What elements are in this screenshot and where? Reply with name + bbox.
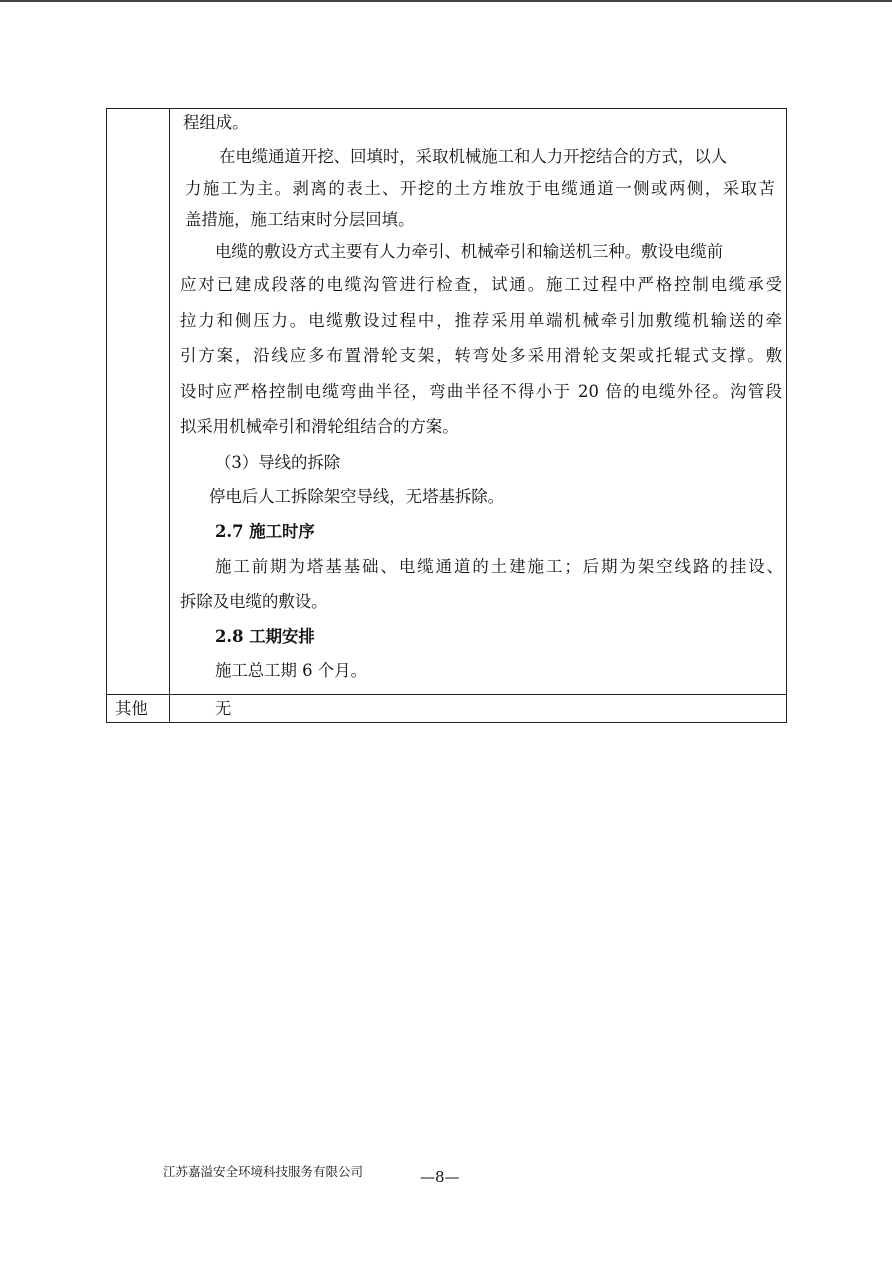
paragraph-line-cable-2: 应对已建成段落的电缆沟管进行检查，试通。施工过程中严格控制电缆承受 xyxy=(180,275,782,294)
paragraph-line-excavation-1: 在电缆通道开挖、回填时，采取机械施工和人力开挖结合的方式，以人 xyxy=(219,147,728,166)
other-row-value: 无 xyxy=(215,699,232,718)
footer-page-number: —8— xyxy=(420,1168,460,1186)
paragraph-line-cable-1: 电缆的敷设方式主要有人力牵引、机械牵引和输送机三种。敷设电缆前 xyxy=(215,242,724,261)
footer-company-name: 江苏嘉溢安全环境科技服务有限公司 xyxy=(163,1164,364,1179)
paragraph-line-sequence-1: 施工前期为塔基基础、电缆通道的土建施工；后期为架空线路的挂设、 xyxy=(215,557,783,576)
paragraph-line-schedule: 施工总工期 6 个月。 xyxy=(215,661,367,680)
paragraph-line-excavation-3: 盖措施，施工结束时分层回填。 xyxy=(185,210,415,229)
paragraph-line-cable-6: 拟采用机械牵引和滑轮组结合的方案。 xyxy=(180,417,459,436)
subsection-heading-wire-removal: （3）导线的拆除 xyxy=(215,453,341,472)
section-heading-2-7: 2.7 施工时序 xyxy=(215,522,315,541)
paragraph-line-continuation: 程组成。 xyxy=(183,113,249,132)
table-column-divider xyxy=(169,109,170,722)
section-heading-2-8: 2.8 工期安排 xyxy=(215,627,315,646)
table-row-divider xyxy=(107,694,786,695)
project-description-table xyxy=(106,108,787,723)
other-row-label: 其他 xyxy=(115,699,148,718)
paragraph-line-excavation-2: 力施工为主。剥离的表土、开挖的土方堆放于电缆通道一侧或两侧，采取苫 xyxy=(185,179,775,198)
top-border-line xyxy=(0,0,892,2)
paragraph-line-sequence-2: 拆除及电缆的敷设。 xyxy=(180,592,328,611)
paragraph-line-cable-4: 引方案，沿线应多布置滑轮支架，转弯处多采用滑轮支架或托辊式支撑。敷 xyxy=(180,346,782,365)
paragraph-line-cable-5: 设时应严格控制电缆弯曲半径，弯曲半径不得小于 20 倍的电缆外径。沟管段 xyxy=(180,382,782,401)
paragraph-line-wire-removal: 停电后人工拆除架空导线，无塔基拆除。 xyxy=(209,487,505,506)
paragraph-line-cable-3: 拉力和侧压力。电缆敷设过程中，推荐采用单端机械牵引加敷缆机输送的牵 xyxy=(180,311,782,330)
